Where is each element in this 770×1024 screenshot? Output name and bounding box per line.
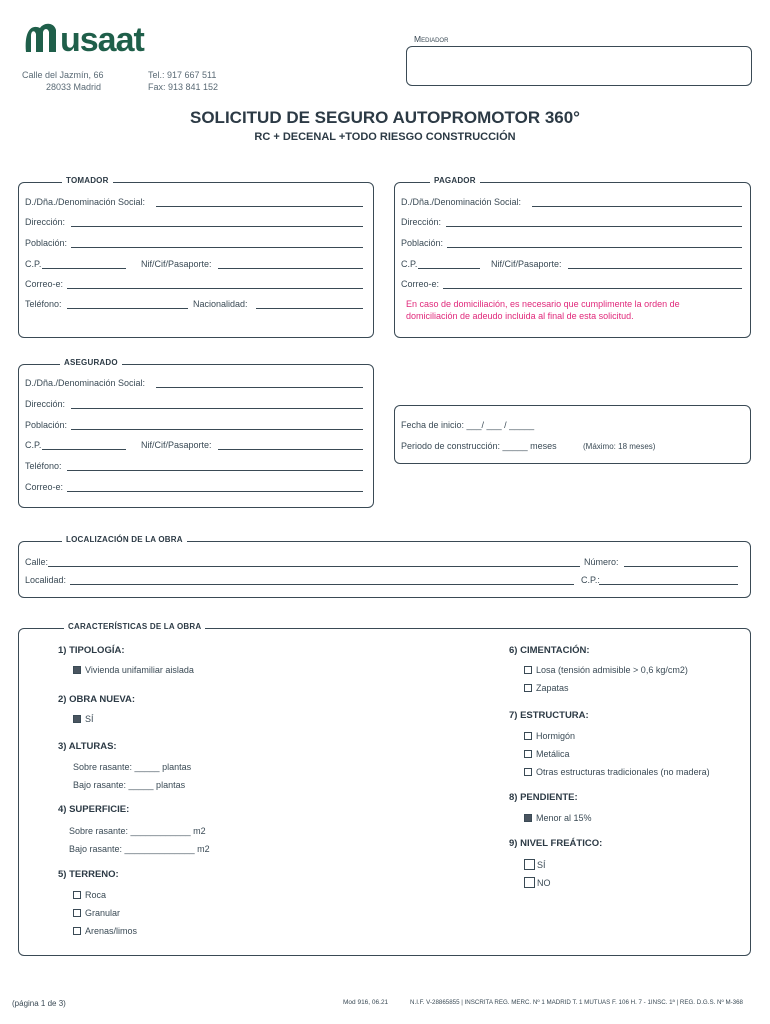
checkbox-icon[interactable] <box>73 891 81 899</box>
tomador-cp-input[interactable] <box>42 268 126 269</box>
obra-nueva-option-label: SÍ <box>85 714 94 724</box>
legal-footer: N.I.F. V-28865855 | INSCRITA REG. MERC. Nº 1 MADRID T. 1 MUTUAS F. 106 H. 7 - 1INSC. 1ª | REG. D.G.S. Nº M-368 <box>410 999 744 1006</box>
tomador-name-label: D./Dña./Denominación Social: <box>25 197 146 207</box>
cimentacion-title: 6) CIMENTACIÓN: <box>509 645 590 656</box>
nivel-freatico-si[interactable] <box>524 859 546 870</box>
asegurado-telefono-input[interactable] <box>67 470 363 471</box>
fecha-inicio[interactable]: Fecha de inicio: ___/ ___ / _____ <box>401 420 535 430</box>
cimentacion-zapatas-label: Zapatas <box>536 683 569 693</box>
tomador-nif-input[interactable] <box>218 268 363 269</box>
checkbox-checked-icon[interactable] <box>73 715 81 723</box>
mediador-label: Mediador <box>414 34 449 44</box>
terreno-granular-label: Granular <box>85 908 121 918</box>
pagador-title: PAGADOR <box>430 176 480 185</box>
checkbox-icon[interactable] <box>524 684 532 692</box>
tipologia-option[interactable] <box>73 665 194 675</box>
alturas-bajo[interactable]: Bajo rasante: _____ plantas <box>73 780 186 790</box>
terreno-title: 5) TERRENO: <box>58 869 119 880</box>
calle-input[interactable] <box>48 566 580 567</box>
tipologia-option-label: Vivienda unifamiliar aislada <box>85 665 194 675</box>
pagador-correo-input[interactable] <box>443 288 742 289</box>
estructura-metalica-label: Metálica <box>536 749 570 759</box>
address-line2: 28033 Madrid <box>46 82 102 92</box>
tomador-title: TOMADOR <box>62 176 113 185</box>
caracteristicas-title: CARACTERÍSTICAS DE LA OBRA <box>64 622 205 631</box>
asegurado-poblacion-input[interactable] <box>71 429 363 430</box>
superficie-bajo[interactable]: Bajo rasante: ______________ m2 <box>69 844 210 854</box>
tomador-correo-label: Correo-e: <box>25 279 64 289</box>
superficie-title: 4) SUPERFICIE: <box>58 804 130 815</box>
cimentacion-zapatas[interactable] <box>524 683 569 693</box>
estructura-otras-label: Otras estructuras tradicionales (no madera) <box>536 767 710 777</box>
asegurado-correo-label: Correo-e: <box>25 482 64 492</box>
checkbox-icon[interactable] <box>524 877 535 888</box>
calle-label: Calle: <box>25 557 49 567</box>
numero-input[interactable] <box>624 566 738 567</box>
asegurado-correo-input[interactable] <box>67 491 363 492</box>
nivel-freatico-no-label: NO <box>537 877 551 888</box>
domiciliacion-note-1: En caso de domiciliación, es necesario que cumplimente la orden de <box>406 299 680 309</box>
address-line1: Calle del Jazmín, 66 <box>22 70 104 80</box>
page-number: (página 1 de 3) <box>12 999 66 1008</box>
pendiente-title: 8) PENDIENTE: <box>509 792 578 803</box>
checkbox-icon[interactable] <box>73 927 81 935</box>
cimentacion-losa[interactable] <box>524 665 688 675</box>
musaat-logo <box>22 18 204 56</box>
asegurado-title: ASEGURADO <box>60 358 122 367</box>
pagador-cp-label: C.P. <box>401 259 418 269</box>
fechas-section <box>394 405 751 464</box>
localizacion-title: LOCALIZACIÓN DE LA OBRA <box>62 535 187 544</box>
asegurado-nif-input[interactable] <box>218 449 363 450</box>
obra-nueva-title: 2) OBRA NUEVA: <box>58 694 136 705</box>
pagador-poblacion-input[interactable] <box>447 247 742 248</box>
checkbox-icon[interactable] <box>524 859 535 870</box>
obra-nueva-option[interactable] <box>73 714 94 724</box>
terreno-arenas-label: Arenas/limos <box>85 926 138 936</box>
periodo-note: (Máximo: 18 meses) <box>583 442 656 451</box>
localidad-label: Localidad: <box>25 575 67 585</box>
localizacion-section <box>18 541 751 598</box>
domiciliacion-note-2: domiciliación de adeudo incluida al final de esta solicitud. <box>406 311 634 321</box>
asegurado-nif-label: Nif/Cif/Pasaporte: <box>141 440 212 450</box>
model-number: Mod 916, 06.21 <box>343 999 389 1006</box>
svg-text:usaat: usaat <box>60 21 144 56</box>
terreno-roca-label: Roca <box>85 890 107 900</box>
checkbox-icon[interactable] <box>524 666 532 674</box>
checkbox-icon[interactable] <box>524 768 532 776</box>
pagador-direccion-label: Dirección: <box>401 217 442 227</box>
loc-cp-input[interactable] <box>599 584 738 585</box>
tomador-telefono-label: Teléfono: <box>25 299 62 309</box>
estructura-hormigon[interactable] <box>524 731 575 741</box>
page-subtitle: RC + DECENAL +TODO RIESGO CONSTRUCCIÓN <box>254 131 516 143</box>
asegurado-name-input[interactable] <box>156 387 363 388</box>
tomador-poblacion-label: Población: <box>25 238 68 248</box>
tomador-direccion-label: Dirección: <box>25 217 66 227</box>
pagador-nif-input[interactable] <box>568 268 742 269</box>
checkbox-icon[interactable] <box>524 732 532 740</box>
superficie-sobre[interactable]: Sobre rasante: ____________ m2 <box>69 826 206 836</box>
mediador-field[interactable] <box>406 46 752 86</box>
estructura-hormigon-label: Hormigón <box>536 731 576 741</box>
loc-cp-label: C.P.: <box>581 575 600 585</box>
cimentacion-losa-label: Losa (tensión admisible > 0,6 kg/cm2) <box>536 665 688 675</box>
estructura-title: 7) ESTRUCTURA: <box>509 710 589 721</box>
checkbox-checked-icon[interactable] <box>524 814 532 822</box>
alturas-sobre[interactable]: Sobre rasante: _____ plantas <box>73 762 192 772</box>
checkbox-icon[interactable] <box>524 750 532 758</box>
tomador-correo-input[interactable] <box>67 288 363 289</box>
pagador-nif-label: Nif/Cif/Pasaporte: <box>491 259 562 269</box>
pendiente-option[interactable] <box>524 813 592 823</box>
tomador-name-input[interactable] <box>156 206 363 207</box>
asegurado-direccion-input[interactable] <box>71 408 363 409</box>
asegurado-cp-label: C.P. <box>25 440 42 450</box>
terreno-granular[interactable] <box>73 908 120 918</box>
pagador-name-label: D./Dña./Denominación Social: <box>401 197 522 207</box>
nivel-freatico-title: 9) NIVEL FREÁTICO: <box>509 838 603 849</box>
tel: Tel.: 917 667 511 <box>148 70 217 80</box>
pendiente-option-label: Menor al 15% <box>536 813 592 823</box>
tipologia-title: 1) TIPOLOGÍA: <box>58 645 125 656</box>
asegurado-name-label: D./Dña./Denominación Social: <box>25 378 146 388</box>
asegurado-poblacion-label: Población: <box>25 420 68 430</box>
nivel-freatico-no[interactable] <box>524 877 551 888</box>
periodo-construccion[interactable]: Periodo de construcción: _____ meses <box>401 441 557 451</box>
numero-label: Número: <box>584 557 619 567</box>
estructura-otras[interactable] <box>524 767 710 777</box>
asegurado-direccion-label: Dirección: <box>25 399 66 409</box>
terreno-arenas[interactable] <box>73 926 137 936</box>
localidad-input[interactable] <box>70 584 574 585</box>
tomador-poblacion-input[interactable] <box>71 247 363 248</box>
estructura-metalica[interactable] <box>524 749 570 759</box>
asegurado-telefono-label: Teléfono: <box>25 461 62 471</box>
fax: Fax: 913 841 152 <box>148 82 219 92</box>
pagador-correo-label: Correo-e: <box>401 279 440 289</box>
tomador-telefono-input[interactable] <box>67 308 188 309</box>
terreno-roca[interactable] <box>73 890 106 900</box>
pagador-direccion-input[interactable] <box>446 226 742 227</box>
pagador-poblacion-label: Población: <box>401 238 444 248</box>
checkbox-checked-icon[interactable] <box>73 666 81 674</box>
page-title: SOLICITUD DE SEGURO AUTOPROMOTOR 360° <box>190 108 580 127</box>
asegurado-cp-input[interactable] <box>42 449 126 450</box>
tomador-nacionalidad-input[interactable] <box>256 308 363 309</box>
pagador-name-input[interactable] <box>532 206 742 207</box>
alturas-title: 3) ALTURAS: <box>58 741 117 752</box>
tomador-nif-label: Nif/Cif/Pasaporte: <box>141 259 212 269</box>
tomador-nacionalidad-label: Nacionalidad: <box>193 299 248 309</box>
checkbox-icon[interactable] <box>73 909 81 917</box>
nivel-freatico-si-label: SÍ <box>537 859 546 870</box>
tomador-direccion-input[interactable] <box>71 226 363 227</box>
tomador-cp-label: C.P. <box>25 259 42 269</box>
pagador-cp-input[interactable] <box>418 268 480 269</box>
caracteristicas-section <box>18 628 751 956</box>
